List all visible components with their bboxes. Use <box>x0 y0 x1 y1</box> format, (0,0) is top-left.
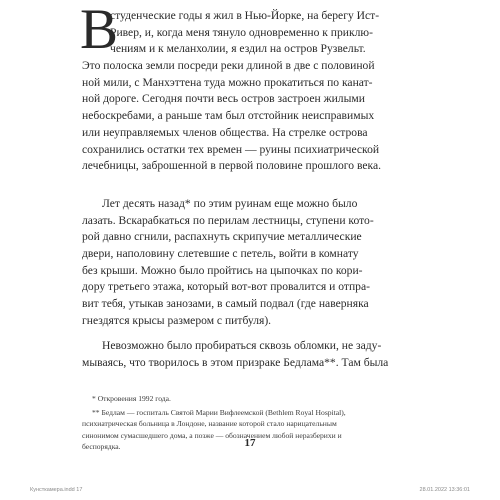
text-line: Это полоска земли посреди реки длиной в две с половиной <box>82 59 375 73</box>
footnote-line: психиатрическая больница в Лондоне, название которой стало нарицательным <box>82 419 337 428</box>
print-slug-date: 28.01.2022 13:36:01 <box>419 487 470 493</box>
text-line: Невозможно было пробираться сквозь обломки, не заду- <box>102 339 382 352</box>
print-slug-file: Кунсткамера.indd 17 <box>30 487 83 493</box>
text-line: мываясь, что творилось в этом призраке Бедлама**. Там была <box>82 355 389 369</box>
paragraph-1 <box>82 8 412 175</box>
text-line: рой давно сгнили, распахнуть скрипучие металлические <box>82 230 362 244</box>
drop-cap: В <box>80 0 119 61</box>
text-line: гнездятся крысы размером с питбуля). <box>82 313 272 327</box>
footnote: ** Бедлам — госпиталь Святой Марии Вифлеемской (Bethlem Royal Hospital), <box>92 407 346 417</box>
text-line: чениям и к меланхолии, я ездил на остров Рузвельт. <box>110 42 366 56</box>
text-line: Ривер, и, когда меня тянуло одновременно к приклю- <box>110 25 373 39</box>
footnote-line: беспорядка. <box>82 442 121 451</box>
paragraph-3 <box>82 338 412 371</box>
text-line: лечебницы, заброшенной в первой половине прошлого века. <box>82 159 382 173</box>
footnote: * Откровения 1992 года. <box>92 394 171 403</box>
page-number: 17 <box>244 437 256 449</box>
text-line: дору третьего этажа, который вот-вот провалится и отпра- <box>82 280 370 294</box>
text-line: Лет десять назад* по этим руинам еще можно было <box>102 197 358 210</box>
text-line: без крыши. Можно было пройтись на цыпочках по кори- <box>82 263 363 277</box>
paragraph-2 <box>82 196 412 330</box>
text-line: ной мили, с Манхэттена туда можно прокатиться по канат- <box>82 75 373 89</box>
text-line: студенческие годы я жил в Нью-Йорке, на берегу Ист- <box>110 9 380 22</box>
text-line: вит тебя, утыкав занозами, в самый подвал (где наверняка <box>82 297 369 311</box>
text-line: ной дороге. Сегодня почти весь остров застроен жилыми <box>82 92 365 106</box>
text-line: небоскребами, а раньше там был отстойник неисправимых <box>82 109 375 123</box>
text-line: лазать. Вскарабкаться по перилам лестницы, ступени кото- <box>82 213 374 227</box>
text-line: двери, наполовину слетевшие с петель, войти в комнату <box>82 247 359 261</box>
text-line: сохранились остатки тех времен — руины психиатрической <box>82 142 380 156</box>
text-line: или неуправляемых членов общества. На стрелке острова <box>82 125 368 139</box>
footnote-line: синонимом сумасшедшего дома, а позже — обозначением любой неразберихи и <box>82 430 342 440</box>
